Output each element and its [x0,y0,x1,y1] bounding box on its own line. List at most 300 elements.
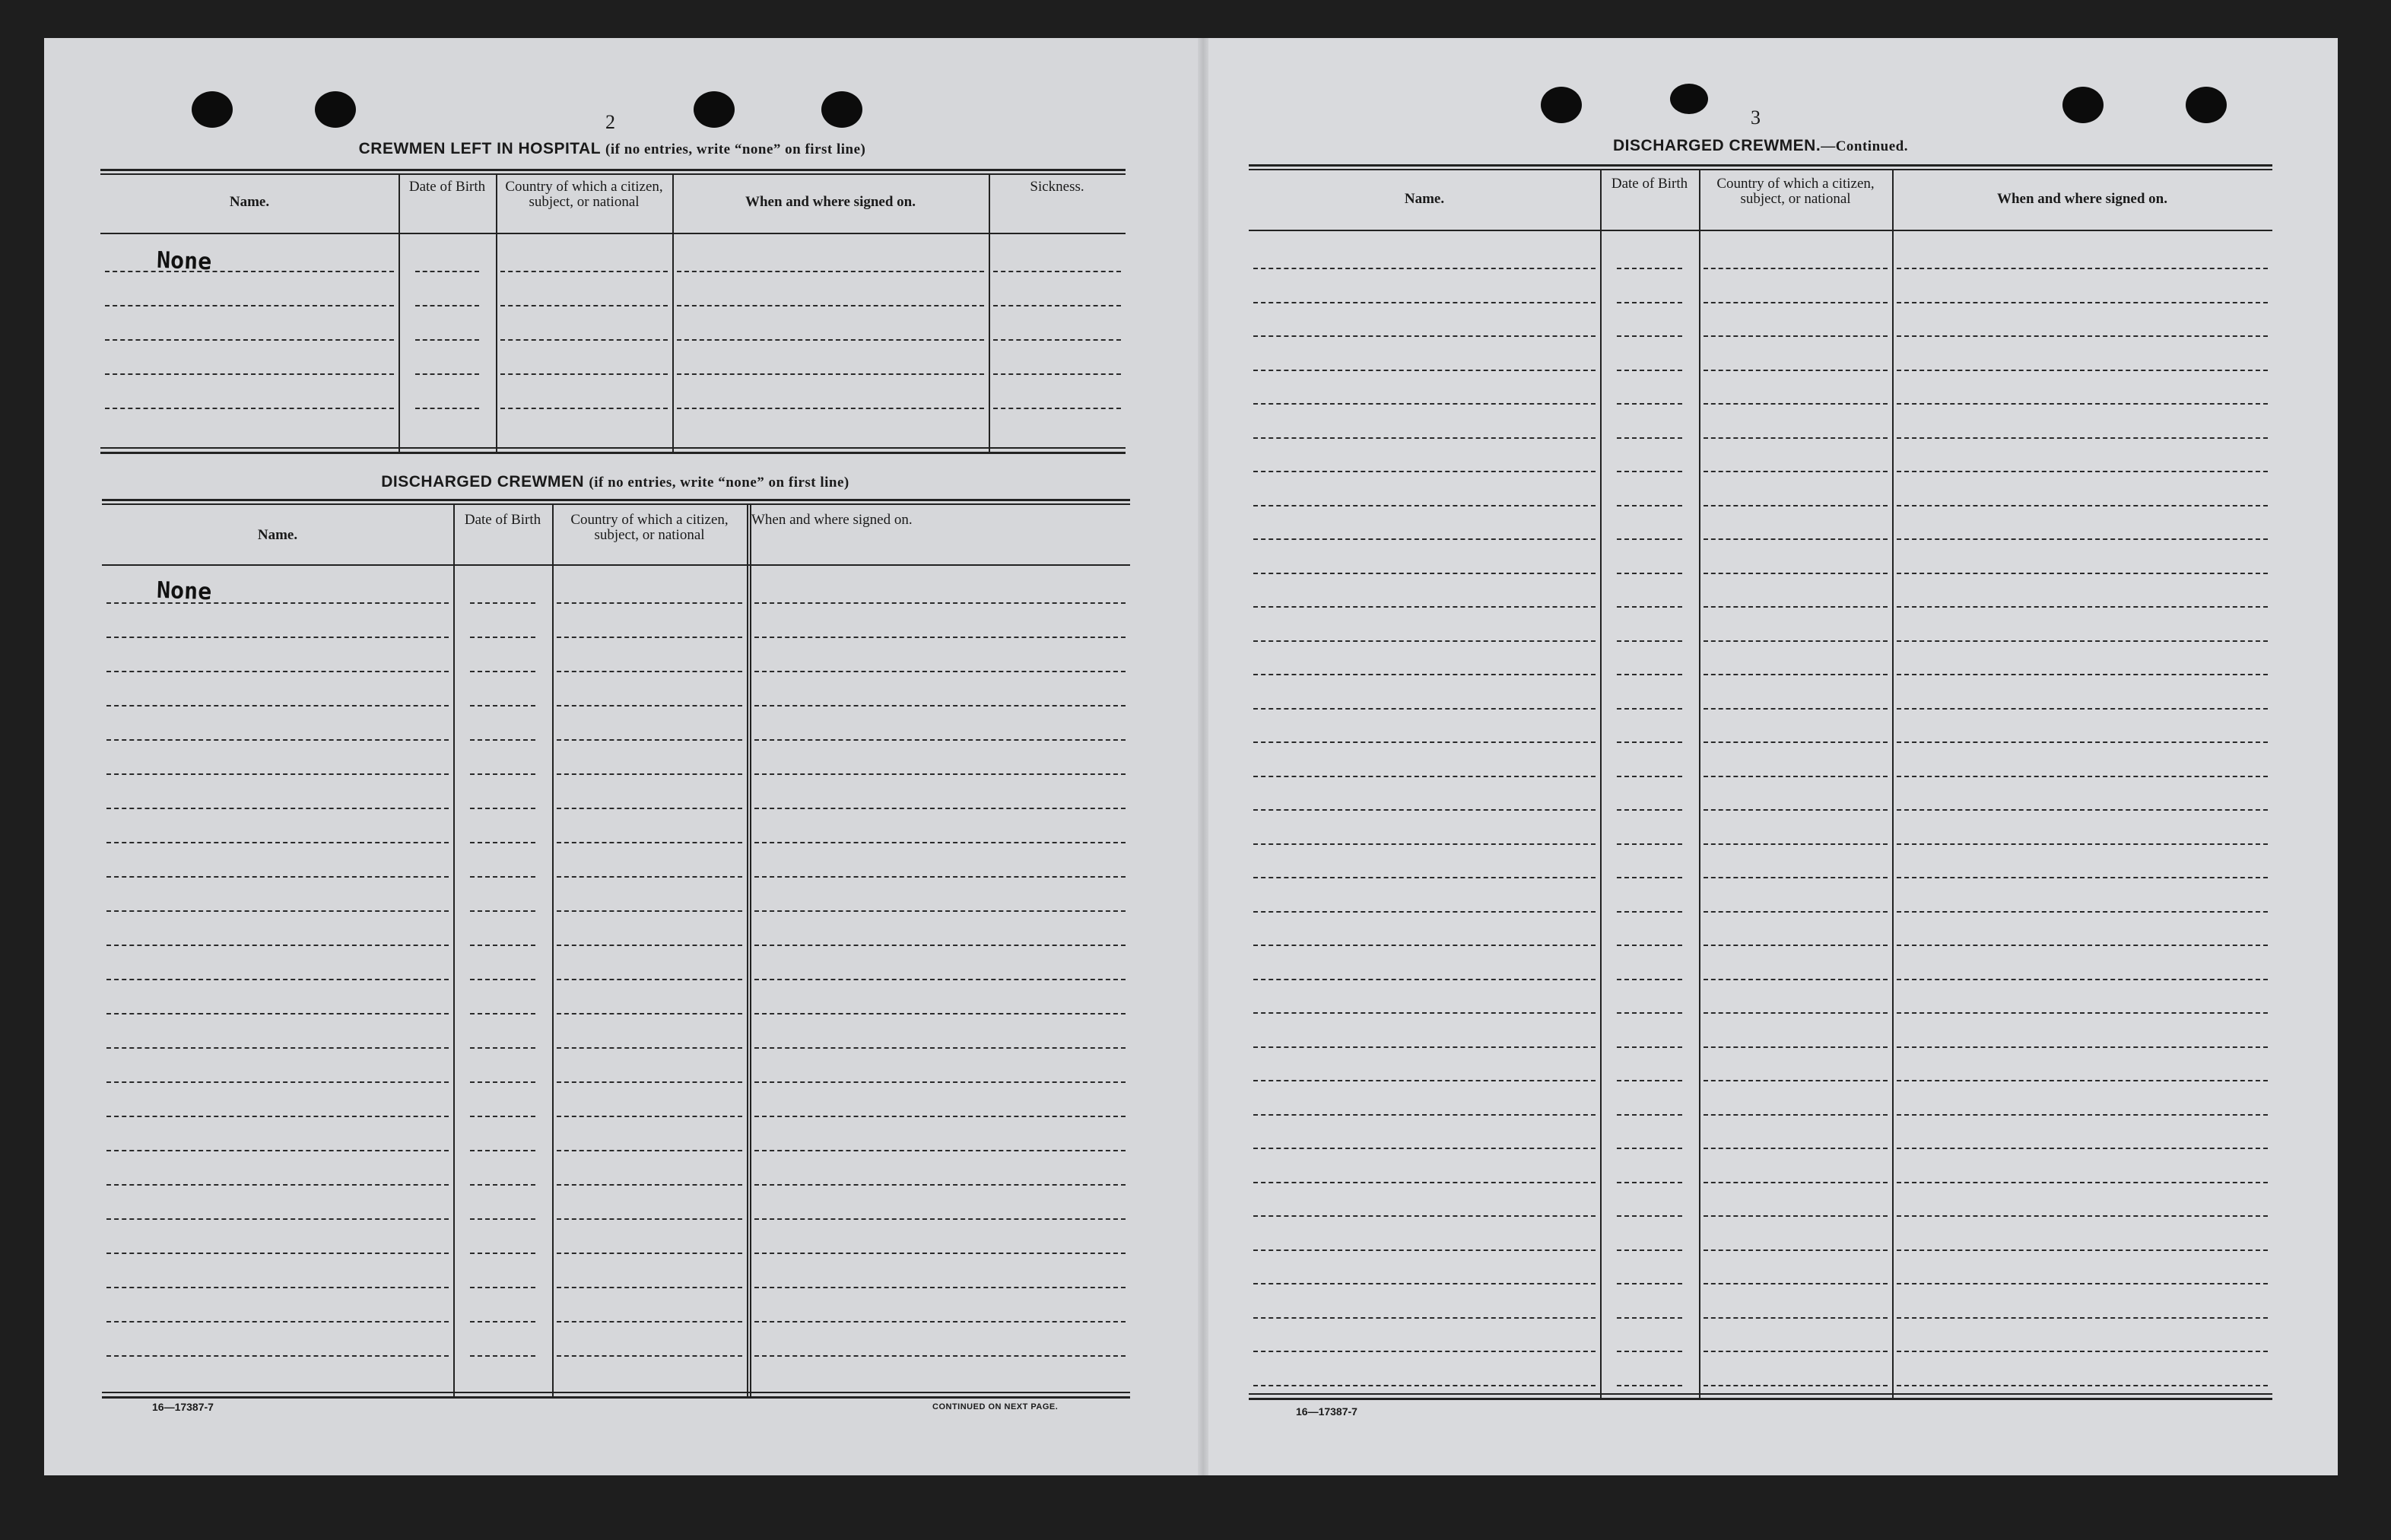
dotted-row-line [754,1184,1126,1186]
dotted-row-line [557,1287,742,1288]
dotted-row-line [1897,573,2268,574]
dotted-row-line [1897,1046,2268,1048]
dotted-row-line [1704,1080,1888,1081]
dotted-row-line [1617,741,1682,743]
dotted-row-line [754,1150,1126,1151]
dotted-row-line [106,1287,449,1288]
dotted-row-line [1617,911,1682,913]
table-top-rule [1249,169,2272,170]
dotted-row-line [106,910,449,912]
dotted-row-line [1253,1080,1596,1081]
dotted-row-line [557,1184,742,1186]
hospital-section-title [99,140,1126,158]
dotted-row-line [1704,809,1888,811]
dotted-row-line [754,705,1126,706]
dotted-row-line [1253,674,1596,675]
column-header: Country of which a citizen, subject, or national [505,179,663,210]
dotted-row-line [470,773,535,775]
dotted-row-line [1253,877,1596,878]
form-number: 16—17387-7 [152,1401,214,1413]
column-divider [1600,169,1602,1398]
dotted-row-line [557,842,742,843]
dotted-row-line [754,1116,1126,1117]
dotted-row-line [754,1047,1126,1049]
dotted-row-line [1704,268,1888,269]
dotted-row-line [470,1287,535,1288]
form-number: 16—17387-7 [1296,1405,1357,1418]
dotted-row-line [1704,674,1888,675]
dotted-row-line [1253,403,1596,405]
column-divider [496,173,497,452]
punch-hole [694,91,735,128]
dotted-row-line [470,876,535,878]
dotted-row-line [1704,1215,1888,1217]
punch-hole [2186,87,2227,123]
column-divider [552,503,554,1396]
dotted-row-line [470,1013,535,1014]
table-bottom-rule [100,447,1126,449]
dotted-row-line [1704,945,1888,946]
dotted-row-line [1253,302,1596,303]
header-rule [1249,230,2272,231]
dotted-row-line [1253,843,1596,845]
dotted-row-line [1253,1182,1596,1183]
dotted-row-line [1704,979,1888,980]
dotted-row-line [1253,741,1596,743]
punch-hole [2062,87,2104,123]
dotted-row-line [557,637,742,638]
table-top-rule [102,499,1130,501]
dotted-row-line [1897,843,2268,845]
punch-hole [1670,84,1708,114]
dotted-row-line [1253,945,1596,946]
dotted-row-line [1897,1317,2268,1319]
dotted-row-line [754,1355,1126,1357]
dotted-row-line [106,979,449,980]
dotted-row-line [677,373,984,375]
table-top-rule [100,169,1126,171]
dotted-row-line [754,1321,1126,1322]
right-title-suffix: —Continued. [1821,138,1908,154]
dotted-row-line [105,373,394,375]
dotted-row-line [557,876,742,878]
dotted-row-line [470,1321,535,1322]
column-header: Date of Birth [1611,176,1688,192]
dotted-row-line [1617,1249,1682,1251]
dotted-row-line [1897,708,2268,710]
dotted-row-line [557,910,742,912]
discharged-entry: None [156,576,212,606]
dotted-row-line [1253,1114,1596,1116]
dotted-row-line [105,271,394,272]
dotted-row-line [1617,1351,1682,1352]
punch-hole [192,91,233,128]
dotted-row-line [754,1287,1126,1288]
dotted-row-line [106,1218,449,1220]
dotted-row-line [415,271,479,272]
dotted-row-line [1897,776,2268,777]
dotted-row-line [415,408,479,409]
dotted-row-line [500,408,668,409]
dotted-row-line [1897,606,2268,608]
dotted-row-line [1897,1215,2268,1217]
dotted-row-line [754,1218,1126,1220]
dotted-row-line [1253,979,1596,980]
dotted-row-line [557,1355,742,1357]
column-header: Name. [1404,191,1445,207]
dotted-row-line [1704,843,1888,845]
dotted-row-line [1617,674,1682,675]
dotted-row-line [1704,1012,1888,1014]
column-divider [398,173,400,452]
dotted-row-line [1897,1182,2268,1183]
dotted-row-line [106,739,449,741]
dotted-row-line [557,602,742,604]
table-bottom-rule [100,452,1126,454]
dotted-row-line [1617,640,1682,642]
dotted-row-line [557,945,742,946]
continued-note: CONTINUED ON NEXT PAGE. [932,1402,1059,1411]
dotted-row-line [1897,1351,2268,1352]
dotted-row-line [1253,573,1596,574]
dotted-row-line [754,842,1126,843]
dotted-row-line [1253,1215,1596,1217]
discharged-instruction: (if no entries, write “none” on first line) [589,475,849,491]
dotted-row-line [106,945,449,946]
dotted-row-line [1253,335,1596,337]
punch-hole [1541,87,1582,123]
table-top-rule [102,503,1130,505]
dotted-row-line [1897,538,2268,540]
dotted-row-line [557,1081,742,1083]
discharged-title-text: DISCHARGED CREWMEN [381,473,585,491]
column-header: Sickness. [1030,179,1084,195]
dotted-row-line [1897,640,2268,642]
dotted-row-line [500,373,668,375]
dotted-row-line [1704,1148,1888,1149]
dotted-row-line [470,910,535,912]
dotted-row-line [106,637,449,638]
dotted-row-line [1897,741,2268,743]
dotted-row-line [993,339,1121,341]
dotted-row-line [677,305,984,306]
dotted-row-line [1253,1351,1596,1352]
right-page [1203,38,2338,1475]
dotted-row-line [106,1184,449,1186]
dotted-row-line [1617,335,1682,337]
dotted-row-line [1897,1080,2268,1081]
dotted-row-line [1897,505,2268,506]
dotted-row-line [1704,471,1888,472]
dotted-row-line [1897,945,2268,946]
column-divider [750,503,751,1396]
dotted-row-line [993,408,1121,409]
dotted-row-line [1253,606,1596,608]
dotted-row-line [1704,370,1888,371]
dotted-row-line [1617,268,1682,269]
dotted-row-line [1897,335,2268,337]
dotted-row-line [1704,335,1888,337]
dotted-row-line [1704,1385,1888,1386]
dotted-row-line [557,1116,742,1117]
dotted-row-line [754,1253,1126,1254]
dotted-row-line [1704,776,1888,777]
dotted-row-line [1253,268,1596,269]
dotted-row-line [1897,1148,2268,1149]
dotted-row-line [106,1253,449,1254]
header-rule [102,564,1130,566]
dotted-row-line [1253,1148,1596,1149]
dotted-row-line [470,945,535,946]
dotted-row-line [754,739,1126,741]
dotted-row-line [1253,538,1596,540]
page-number: 3 [1751,106,1761,129]
dotted-row-line [1897,674,2268,675]
dotted-row-line [500,271,668,272]
dotted-row-line [1617,403,1682,405]
dotted-row-line [1704,606,1888,608]
hospital-instruction: (if no entries, write “none” on first line) [605,141,866,157]
dotted-row-line [557,1253,742,1254]
dotted-row-line [470,1355,535,1357]
dotted-row-line [1617,1283,1682,1284]
dotted-row-line [470,602,535,604]
dotted-row-line [1617,573,1682,574]
dotted-row-line [754,876,1126,878]
dotted-row-line [415,373,479,375]
column-divider [672,173,674,452]
dotted-row-line [754,945,1126,946]
dotted-row-line [1704,877,1888,878]
dotted-row-line [106,1013,449,1014]
dotted-row-line [754,671,1126,672]
dotted-row-line [1253,776,1596,777]
dotted-row-line [1617,437,1682,439]
dotted-row-line [415,339,479,341]
dotted-row-line [470,1150,535,1151]
dotted-row-line [1617,708,1682,710]
dotted-row-line [1253,708,1596,710]
dotted-row-line [993,271,1121,272]
dotted-row-line [1253,1283,1596,1284]
right-section-title [1247,137,2274,155]
dotted-row-line [1253,911,1596,913]
dotted-row-line [1617,1046,1682,1048]
column-header: Name. [257,527,298,543]
column-divider [1892,169,1894,1398]
dotted-row-line [1617,370,1682,371]
page-fold [1198,38,1208,1475]
dotted-row-line [1897,471,2268,472]
dotted-row-line [754,979,1126,980]
dotted-row-line [1253,640,1596,642]
dotted-row-line [1897,911,2268,913]
dotted-row-line [1704,1249,1888,1251]
dotted-row-line [106,808,449,809]
dotted-row-line [1897,268,2268,269]
dotted-row-line [1617,809,1682,811]
dotted-row-line [106,773,449,775]
dotted-row-line [106,671,449,672]
dotted-row-line [557,705,742,706]
column-header: When and where signed on. [745,194,916,210]
dotted-row-line [470,808,535,809]
dotted-row-line [1617,606,1682,608]
dotted-row-line [1704,505,1888,506]
column-divider [1699,169,1700,1398]
dotted-row-line [470,979,535,980]
column-header: Country of which a citizen, subject, or national [1716,176,1875,207]
dotted-row-line [1253,1385,1596,1386]
table-bottom-rule [102,1396,1130,1399]
dotted-row-line [1617,1080,1682,1081]
dotted-row-line [470,671,535,672]
hospital-title-text: CREWMEN LEFT IN HOSPITAL [358,140,601,157]
dotted-row-line [1704,403,1888,405]
dotted-row-line [993,305,1121,306]
dotted-row-line [557,1218,742,1220]
dotted-row-line [754,773,1126,775]
dotted-row-line [105,408,394,409]
dotted-row-line [557,979,742,980]
column-header: Name. [229,194,270,210]
dotted-row-line [677,271,984,272]
punch-hole [821,91,862,128]
dotted-row-line [1704,437,1888,439]
dotted-row-line [1704,1317,1888,1319]
dotted-row-line [106,705,449,706]
dotted-row-line [1897,809,2268,811]
dotted-row-line [106,1047,449,1049]
dotted-row-line [1617,1317,1682,1319]
dotted-row-line [1704,302,1888,303]
dotted-row-line [1253,809,1596,811]
dotted-row-line [1617,979,1682,980]
column-divider [453,503,455,1396]
table-top-rule [1249,164,2272,167]
dotted-row-line [677,339,984,341]
dotted-row-line [106,1116,449,1117]
dotted-row-line [1704,1351,1888,1352]
dotted-row-line [1704,1114,1888,1116]
dotted-row-line [1897,979,2268,980]
table-bottom-rule [1249,1393,2272,1395]
dotted-row-line [557,808,742,809]
dotted-row-line [106,1150,449,1151]
dotted-row-line [470,1081,535,1083]
dotted-row-line [1704,1283,1888,1284]
dotted-row-line [1897,403,2268,405]
dotted-row-line [1704,741,1888,743]
dotted-row-line [1617,471,1682,472]
dotted-row-line [754,637,1126,638]
dotted-row-line [1704,708,1888,710]
right-title-text: DISCHARGED CREWMEN. [1613,137,1821,154]
dotted-row-line [1253,471,1596,472]
dotted-row-line [754,808,1126,809]
dotted-row-line [557,1047,742,1049]
dotted-row-line [557,671,742,672]
dotted-row-line [1704,640,1888,642]
dotted-row-line [1897,302,2268,303]
column-header: Date of Birth [464,512,541,528]
discharged-section-title [102,473,1129,491]
dotted-row-line [1253,1012,1596,1014]
dotted-row-line [993,373,1121,375]
dotted-row-line [1897,370,2268,371]
dotted-row-line [1704,911,1888,913]
dotted-row-line [557,1150,742,1151]
table-top-rule [100,173,1126,175]
dotted-row-line [470,1116,535,1117]
dotted-row-line [500,339,668,341]
dotted-row-line [106,876,449,878]
dotted-row-line [470,1218,535,1220]
dotted-row-line [1897,437,2268,439]
dotted-row-line [557,1321,742,1322]
dotted-row-line [1704,1046,1888,1048]
header-rule [100,233,1126,234]
column-header: Country of which a citizen, subject, or national [570,512,729,543]
dotted-row-line [1617,776,1682,777]
punch-hole [315,91,356,128]
dotted-row-line [106,1081,449,1083]
dotted-row-line [106,1355,449,1357]
dotted-row-line [1617,1012,1682,1014]
page-number: 2 [605,111,615,133]
dotted-row-line [1253,437,1596,439]
dotted-row-line [1253,1249,1596,1251]
column-divider [747,503,748,1396]
dotted-row-line [470,1047,535,1049]
dotted-row-line [1617,538,1682,540]
dotted-row-line [1617,877,1682,878]
dotted-row-line [1617,843,1682,845]
dotted-row-line [1704,1182,1888,1183]
dotted-row-line [1617,1182,1682,1183]
dotted-row-line [470,1253,535,1254]
dotted-row-line [1617,945,1682,946]
dotted-row-line [557,739,742,741]
dotted-row-line [557,1013,742,1014]
dotted-row-line [500,305,668,306]
dotted-row-line [754,910,1126,912]
dotted-row-line [1704,573,1888,574]
dotted-row-line [470,842,535,843]
dotted-row-line [105,305,394,306]
dotted-row-line [677,408,984,409]
dotted-row-line [1617,1114,1682,1116]
dotted-row-line [557,773,742,775]
dotted-row-line [470,637,535,638]
dotted-row-line [470,739,535,741]
dotted-row-line [470,1184,535,1186]
dotted-row-line [106,842,449,843]
dotted-row-line [1897,1283,2268,1284]
dotted-row-line [470,705,535,706]
column-header: When and where signed on. [751,512,913,528]
column-divider [989,173,990,452]
dotted-row-line [1897,877,2268,878]
dotted-row-line [106,602,449,604]
left-page [44,38,1203,1475]
dotted-row-line [1897,1114,2268,1116]
dotted-row-line [1704,538,1888,540]
dotted-row-line [1897,1385,2268,1386]
hospital-entry: None [156,246,212,276]
dotted-row-line [1897,1249,2268,1251]
table-bottom-rule [1249,1398,2272,1400]
